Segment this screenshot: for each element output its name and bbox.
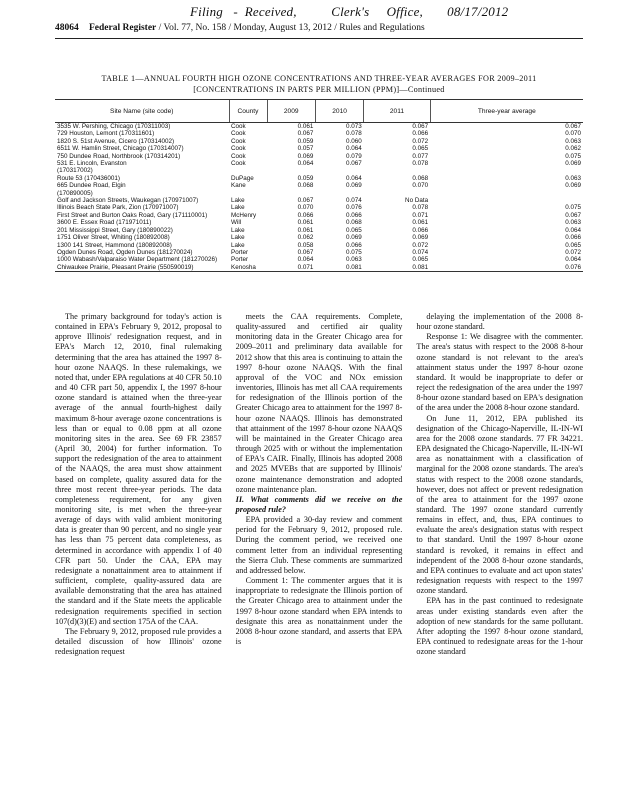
table-cell: 729 Houston, Lemont (170311601): [57, 130, 155, 138]
table-cell: 0.069: [412, 234, 429, 242]
table-cell: Cook: [231, 137, 246, 145]
table-row: [55, 264, 583, 272]
table-cell: Porter: [231, 256, 249, 264]
filing-stamp: Filing - Received, Clerk's Office, 08/17/2012: [190, 4, 509, 19]
table-header-cell: County: [229, 100, 267, 123]
table-cell: Kane: [231, 182, 246, 190]
table-row: [55, 123, 583, 131]
table-row: [55, 242, 583, 249]
table-cell: 0.075: [565, 152, 581, 160]
table-cell: 0.078: [346, 130, 362, 138]
table-caption: [55, 73, 583, 95]
table-cell: Ogden Dunes Road, Ogden Dunes (181270024): [57, 248, 193, 256]
ozone-table: [55, 99, 583, 272]
table-cell: 0.058: [297, 241, 314, 249]
table-cell: [315, 167, 363, 174]
table-cell: 1820 S. 51st Avenue, Cicero (170314002): [57, 137, 175, 145]
table-cell: McHenry: [231, 211, 257, 219]
table-row: [55, 219, 583, 226]
table-cell: 0.078: [412, 160, 429, 168]
table-cell: Will: [231, 219, 242, 227]
table-cell: 0.061: [412, 219, 429, 227]
table-cell: (170317002): [57, 167, 93, 175]
table-cell: Cook: [231, 152, 246, 160]
table-cell: 0.064: [346, 174, 362, 182]
table-cell: 0.076: [346, 204, 362, 212]
table-cell: 0.078: [412, 204, 429, 212]
text-column-2: [236, 312, 403, 657]
table-cell: [430, 190, 583, 197]
table-cell: Illinois Beach State Park, Zion (170971007): [57, 204, 179, 212]
header-details: / Vol. 77, No. 158 / Monday, August 13, 2012 / Rules and Regulations: [156, 23, 425, 33]
table-cell: 0.072: [412, 137, 429, 145]
table-cell: 0.063: [346, 256, 362, 264]
table-cell: 531 E. Lincoln, Evanston: [57, 160, 127, 168]
table-cell: 0.072: [412, 241, 429, 249]
table-cell: Cook: [231, 145, 246, 153]
table-cell: Lake: [231, 226, 245, 234]
page-header: [55, 23, 583, 33]
table-cell: 201 Mississippi Street, Gary (180890022): [57, 226, 173, 234]
table-cell: [267, 167, 315, 174]
table-cell: 6511 W. Hamlin Street, Chicago (170314007): [57, 145, 184, 153]
table-cell: [364, 190, 430, 197]
header-text: [89, 23, 583, 33]
table-header-cell: 2009: [267, 100, 315, 123]
table-cell: 0.065: [412, 256, 429, 264]
table-cell: 0.077: [412, 152, 429, 160]
table-cell: 0.057: [297, 145, 314, 153]
table-header-cell: 2011: [364, 100, 430, 123]
text-column-1: [55, 312, 222, 657]
table-cell: [315, 190, 363, 197]
table-caption-title: TABLE 1—ANNUAL FOURTH HIGH OZONE CONCENTRATIONS AND THREE-YEAR AVERAGES FOR 2009–2011: [101, 74, 537, 83]
table-cell: 0.061: [297, 226, 314, 234]
table-row: [55, 138, 583, 145]
table-row: [55, 204, 583, 211]
table-cell: 0.066: [412, 226, 429, 234]
table-cell: [430, 197, 583, 204]
table-cell: 0.068: [297, 182, 314, 190]
table-cell: 750 Dundee Road, Northbrook (170314201): [57, 152, 181, 160]
table-cell: 0.062: [565, 145, 581, 153]
table-cell: 0.081: [315, 264, 363, 272]
table-cell: 0.062: [297, 234, 314, 242]
paragraph: On June 11, 2012, EPA published its designation of the Chicago-Naperville, IL-IN-WI area for the 2008 ozone standards. 77 FR 34221. EPA designated the Chicago-Naperville, IL-IN-WI area as nonattainment with a classification of marginal for the 2008 ozone standards. The area's status with respect to the 2008 ozone standards, however, does not affect or prevent redesignation of the area to attainment for the 1997 ozone standard. The 1997 ozone standard currently remains in effect, and, thus, EPA continues to evaluate the area's designation status with respect to that standard. Until the 1997 8-hour ozone standard is revoked, it remains in effect and independent of the 2008 8-hour ozone standards, and EPA continues to evaluate and act upon states' redesignation requests with respect to the 1997 ozone standard.: [416, 413, 584, 596]
table-row: [55, 190, 583, 197]
section-heading: II. What comments did we receive on the proposed rule?: [235, 494, 403, 514]
table-cell: 0.070: [297, 204, 314, 212]
table-row: [55, 249, 583, 256]
table-cell: 0.067: [346, 160, 362, 168]
table-cell: 0.069: [297, 152, 314, 160]
table-cell: 0.061: [297, 123, 314, 130]
table-row: [55, 197, 583, 204]
paragraph: EPA provided a 30-day review and comment period for the February 9, 2012, proposed rule. During the comment period, we received one comment letter from an individual representing the Sierra Club. These comments are summarized and addressed below.: [235, 515, 403, 575]
table-cell: 1000 Wabash/Valparaiso Water Department (181270026): [57, 256, 218, 264]
paragraph: The primary background for today's action is contained in EPA's February 9, 2012, proposal to approve Illinois' redesignation request, and in EPA's March 12, 2010, final rulemaking determining that the area has attained the 1997 8-hour ozone NAAQS. In these rulemakings, we noted that, under EPA regulations at 40 CFR 50.10 and 40 CFR part 50, appendix I, the 1997 8-hour ozone standard is attained when the three-year average of the annual fourth-highest daily maximum 8-hour average ozone concentrations is less than or equal to 0.08 ppm at all ozone monitoring sites in the area. See 69 FR 23857 (April 30, 2004) for further information. To support the redesignation of the area to attainment of the NAAQS, the area must show attainment based on complete, quality assured data for the three most recent three-year periods. The data completeness requirement, for any given monitoring site, is met when the three-year average of days with valid ambient monitoring data is greater than 90 percent, and no single year has less than 75 percent data completeness, as determined in accordance with appendix I of 40 CFR part 50. Under the CAA, EPA may redesignate a nonattainment area to attainment if sufficient, complete, quality-assured data are available demonstrating that the area has attained the standard and if the State meets the applicable redesignation requirements specified in section 107(d)(3)(E) and section 175A of the CAA.: [55, 312, 222, 626]
table-cell: [364, 167, 430, 174]
table-row: [55, 227, 583, 234]
table-cell: 0.064: [565, 256, 581, 264]
table-cell: 0.066: [412, 130, 429, 138]
table-cell: 665 Dundee Road, Elgin: [57, 182, 126, 190]
table-cell: 0.068: [412, 174, 429, 182]
table-header-row: [55, 100, 583, 123]
table-row: [55, 160, 583, 167]
table-cell: 0.069: [346, 234, 362, 242]
paragraph: delaying the implementation of the 2008 8-hour ozone standard.: [416, 312, 584, 332]
paragraph: The February 9, 2012, proposed rule provides a detailed discussion of how Illinois' ozone redesignation request: [55, 626, 222, 657]
table-cell: 0.074: [412, 248, 429, 256]
table-cell: 0.081: [364, 264, 430, 272]
table-cell: Route 53 (170436001): [57, 174, 121, 182]
table-cell: [229, 190, 267, 197]
table-cell: 0.079: [346, 152, 362, 160]
table-cell: 0.067: [565, 211, 581, 219]
table-row: [55, 167, 583, 174]
table-cell: 0.061: [297, 219, 314, 227]
table-cell: [267, 190, 315, 197]
table-cell: 3535 W. Pershing, Chicago (170311003): [57, 123, 171, 130]
table-cell: First Street and Burton Oaks Road, Gary (171110001): [57, 211, 208, 219]
paragraph: meets the CAA requirements. Complete, quality-assured and certified air quality monitoring data in the Greater Chicago area for 2009–2011 and preliminary data available for 2012 show that this area is continuing to attain the 1997 8-hour ozone NAAQS. With the final approval of the VOC and NOx emission inventories, Illinois has met all CAA requirements for redesignation of the Illinois portion of the Greater Chicago area to attainment for the 1997 8-hour ozone NAAQS. Illinois has demonstrated that attainment of the 1997 8-hour ozone NAAQS will be maintained in the Greater Chicago area through 2025 with or without the implementation of EPA's CAIR. Finally, Illinois has adopted 2008 and 2025 MVEBs that are supported by Illinois' ozone maintenance demonstration and adopted ozone maintenance plan.: [235, 312, 403, 494]
table-cell: 0.070: [412, 182, 429, 190]
table-cell: 0.074: [346, 197, 362, 205]
table-cell: [229, 167, 267, 174]
journal-name: Federal Register: [89, 23, 157, 33]
table-cell: 1300 141 Street, Hammond (180892008): [57, 241, 172, 249]
table-cell: 0.060: [346, 137, 362, 145]
table-cell: 0.067: [297, 248, 314, 256]
table-cell: No Data: [405, 197, 429, 205]
table-cell: [430, 167, 583, 174]
table-cell: 0.071: [412, 211, 429, 219]
table-cell: 0.064: [565, 226, 581, 234]
table-cell: 0.064: [297, 256, 314, 264]
table-cell: Cook: [231, 123, 246, 130]
table-cell: 3600 E. Essex Road (171971011): [57, 219, 152, 227]
table-row: [55, 175, 583, 182]
table-cell: 1751 Oliver Street, Whiting (180892008): [57, 234, 170, 242]
table-cell: Chiwaukee Prairie, Pleasant Prairie (550590019): [55, 264, 229, 272]
table-cell: 0.066: [346, 241, 362, 249]
table-cell: 0.076: [430, 264, 583, 272]
table-cell: Porter: [231, 248, 249, 256]
text-column-3: [416, 312, 583, 657]
table-cell: DuPage: [231, 174, 254, 182]
table-cell: 0.059: [297, 137, 314, 145]
table-cell: 0.066: [346, 211, 362, 219]
table-cell: 0.063: [565, 137, 581, 145]
table-cell: 0.067: [565, 123, 581, 130]
table-cell: Lake: [231, 197, 245, 205]
table-cell: Cook: [231, 160, 246, 168]
table-cell: 0.073: [346, 123, 362, 130]
table-cell: 0.072: [565, 248, 581, 256]
table-cell: (170890005): [57, 189, 93, 197]
table-cell: 0.068: [346, 219, 362, 227]
table-cell: 0.063: [565, 219, 581, 227]
table-row: [55, 153, 583, 160]
table-row: [55, 130, 583, 137]
table-cell: 0.065: [346, 226, 362, 234]
paragraph: Response 1: We disagree with the commenter. The area's status with respect to the 2008 8-hour ozone standard is not relevant to the area's attainment status under the 1997 8-hour ozone standard. It would be inappropriate to defer or reject the redesignation of the area under the 1997 8-hour ozone standard based on EPA's designation of the area under the 2008 8-hour ozone standard.: [416, 332, 584, 413]
table-cell: 0.065: [412, 145, 429, 153]
table-cell: 0.070: [565, 130, 581, 138]
table-cell: 0.071: [267, 264, 315, 272]
table-row: [55, 212, 583, 219]
table-cell: 0.063: [565, 174, 581, 182]
table-cell: 0.075: [565, 204, 581, 212]
table-cell: 0.065: [565, 241, 581, 249]
table-header-cell: Three-year average: [430, 100, 583, 123]
table-cell: 0.067: [412, 123, 429, 130]
table-cell: 0.066: [297, 211, 314, 219]
paragraph: Comment 1: The commenter argues that it is inappropriate to redesignate the Illinois portion of the Greater Chicago area to attainment under the 1997 8-hour ozone standard when EPA intends to designate this area as nonattainment under the 2008 8-hour ozone standard, and asserts that EPA is: [235, 576, 403, 646]
table-cell: Lake: [231, 241, 245, 249]
table-cell: 0.059: [297, 174, 314, 182]
table-cell: 0.075: [346, 248, 362, 256]
table-cell: 0.067: [297, 130, 314, 138]
table-cell: Cook: [231, 130, 246, 138]
table-header-cell: 2010: [315, 100, 363, 123]
table-cell: Lake: [231, 204, 245, 212]
table-cell: 0.067: [297, 197, 314, 205]
table-cell: 0.064: [297, 160, 314, 168]
table-row: [55, 182, 583, 189]
paragraph: EPA has in the past continued to redesignate areas under existing standards even after the adoption of new standards for the same pollutant. After adopting the 1997 8-hour ozone standard, EPA continued to redesignate areas for the 1-hour ozone standard: [416, 596, 584, 657]
table-cell: 0.069: [346, 182, 362, 190]
table-cell: 0.066: [565, 234, 581, 242]
table-cell: 0.069: [565, 182, 581, 190]
header-rule: [55, 38, 583, 39]
body-text: [55, 312, 583, 657]
table-cell: 0.069: [565, 160, 581, 168]
table-cell: Kenosha: [229, 264, 267, 272]
table-row: [55, 256, 583, 263]
table-cell: Lake: [231, 234, 245, 242]
table-cell: 0.064: [346, 145, 362, 153]
page-number: 48064: [55, 23, 79, 33]
table-row: [55, 145, 583, 152]
table-header-cell: Site Name (site code): [55, 100, 229, 123]
table-row: [55, 234, 583, 241]
table-caption-subtitle: [CONCENTRATIONS IN PARTS PER MILLION (PPM)]—Continued: [193, 85, 445, 94]
table-cell: Golf and Jackson Streets, Waukegan (170971007): [57, 197, 199, 205]
